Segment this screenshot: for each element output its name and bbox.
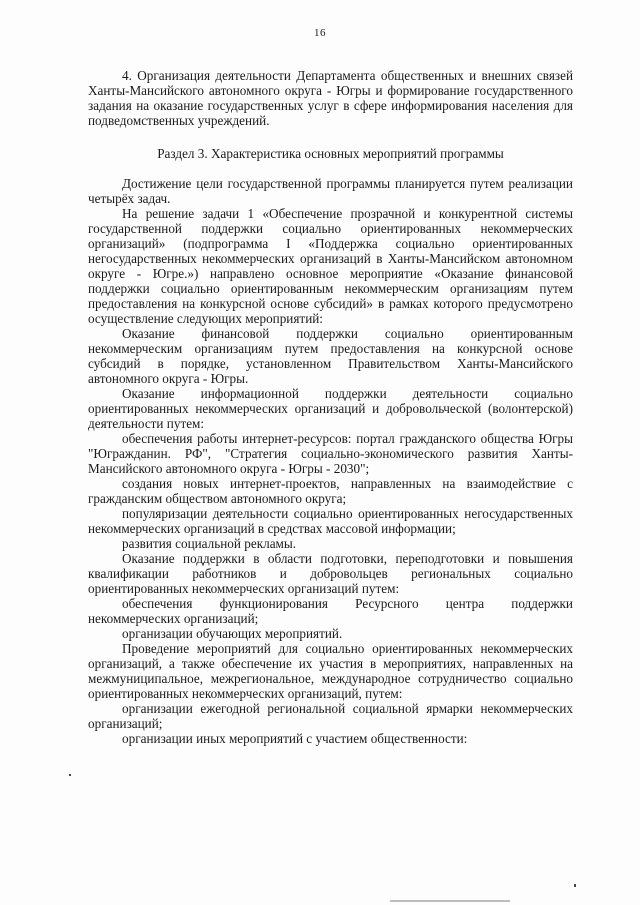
scan-artifact (390, 900, 510, 902)
list-item: организации обучающих мероприятий. (122, 626, 343, 641)
document-body (88, 68, 573, 746)
page-number: 16 (314, 27, 326, 39)
section-heading: Раздел 3. Характеристика основных мероприятий программы (157, 146, 504, 161)
list-item: популяризации деятельности социально ориентированных негосударственных некоммерческих организаций в средствах массовой информации; (88, 506, 573, 536)
spacer (88, 161, 573, 176)
list-item: создания новых интернет-проектов, направленных на взаимодействие с гражданским обществом автономного округа; (88, 476, 573, 506)
scan-artifact (574, 884, 576, 887)
list-item: обеспечения функционирования Ресурсного центра поддержки некоммерческих организаций; (88, 596, 573, 626)
spacer (88, 128, 573, 146)
paragraph: Достижение цели государственной программы планируется путем реализации четырёх задач. (88, 176, 573, 206)
paragraph: Оказание информационной поддержки деятельности социально ориентированных некоммерческих организаций и добровольческой (волонтерской) деятельности путем: (88, 386, 573, 431)
list-item: развития социальной рекламы. (122, 536, 297, 551)
paragraph: Проведение мероприятий для социально ориентированных некоммерческих организаций, а также обеспечение их участия в мероприятиях, направленных на межмуниципальное, межрегиональное, международное сотрудничество социально ориентированных некоммерческих организаций, путем: (88, 641, 573, 701)
scan-artifact (69, 774, 71, 776)
paragraph: На решение задачи 1 «Обеспечение прозрачной и конкурентной системы государственной поддержки социально ориентированных некоммерческих организаций» (подпрограмма I «Поддержка социально ориентированных негосударственных некоммерческих организаций в Ханты-Мансийском автономном округе - Югре.») направлено основное мероприятие «Оказание финансовой поддержки социально ориентированным некоммерческим организациям путем предоставления на конкурсной основе субсидий» в рамках которого предусмотрено осуществление следующих мероприятий: (88, 206, 573, 326)
list-item: организации ежегодной региональной социальной ярмарки некоммерческих организаций; (88, 701, 573, 731)
paragraph-item-4: 4. Организация деятельности Департамента общественных и внешних связей Ханты-Мансийского автономного округа - Югры и формирование государственного задания на оказание государственных услуг в сфере информирования населения для подведомственных учреждений. (88, 68, 573, 128)
paragraph: Оказание финансовой поддержки социально ориентированным некоммерческим организациям путем предоставления на конкурсной основе субсидий в порядке, установленном Правительством Ханты-Мансийского автономного округа - Югры. (88, 326, 573, 386)
list-item: обеспечения работы интернет-ресурсов: портал гражданского общества Югры "Югражданин. РФ", "Стратегия социально-экономического развития Ханты-Мансийского автономного округа - Югры - 2030"; (88, 431, 573, 476)
list-item: организации иных мероприятий с участием общественности: (122, 731, 468, 746)
paragraph: Оказание поддержки в области подготовки, переподготовки и повышения квалификации работников и добровольцев региональных социально ориентированных некоммерческих организаций путем: (88, 551, 573, 596)
